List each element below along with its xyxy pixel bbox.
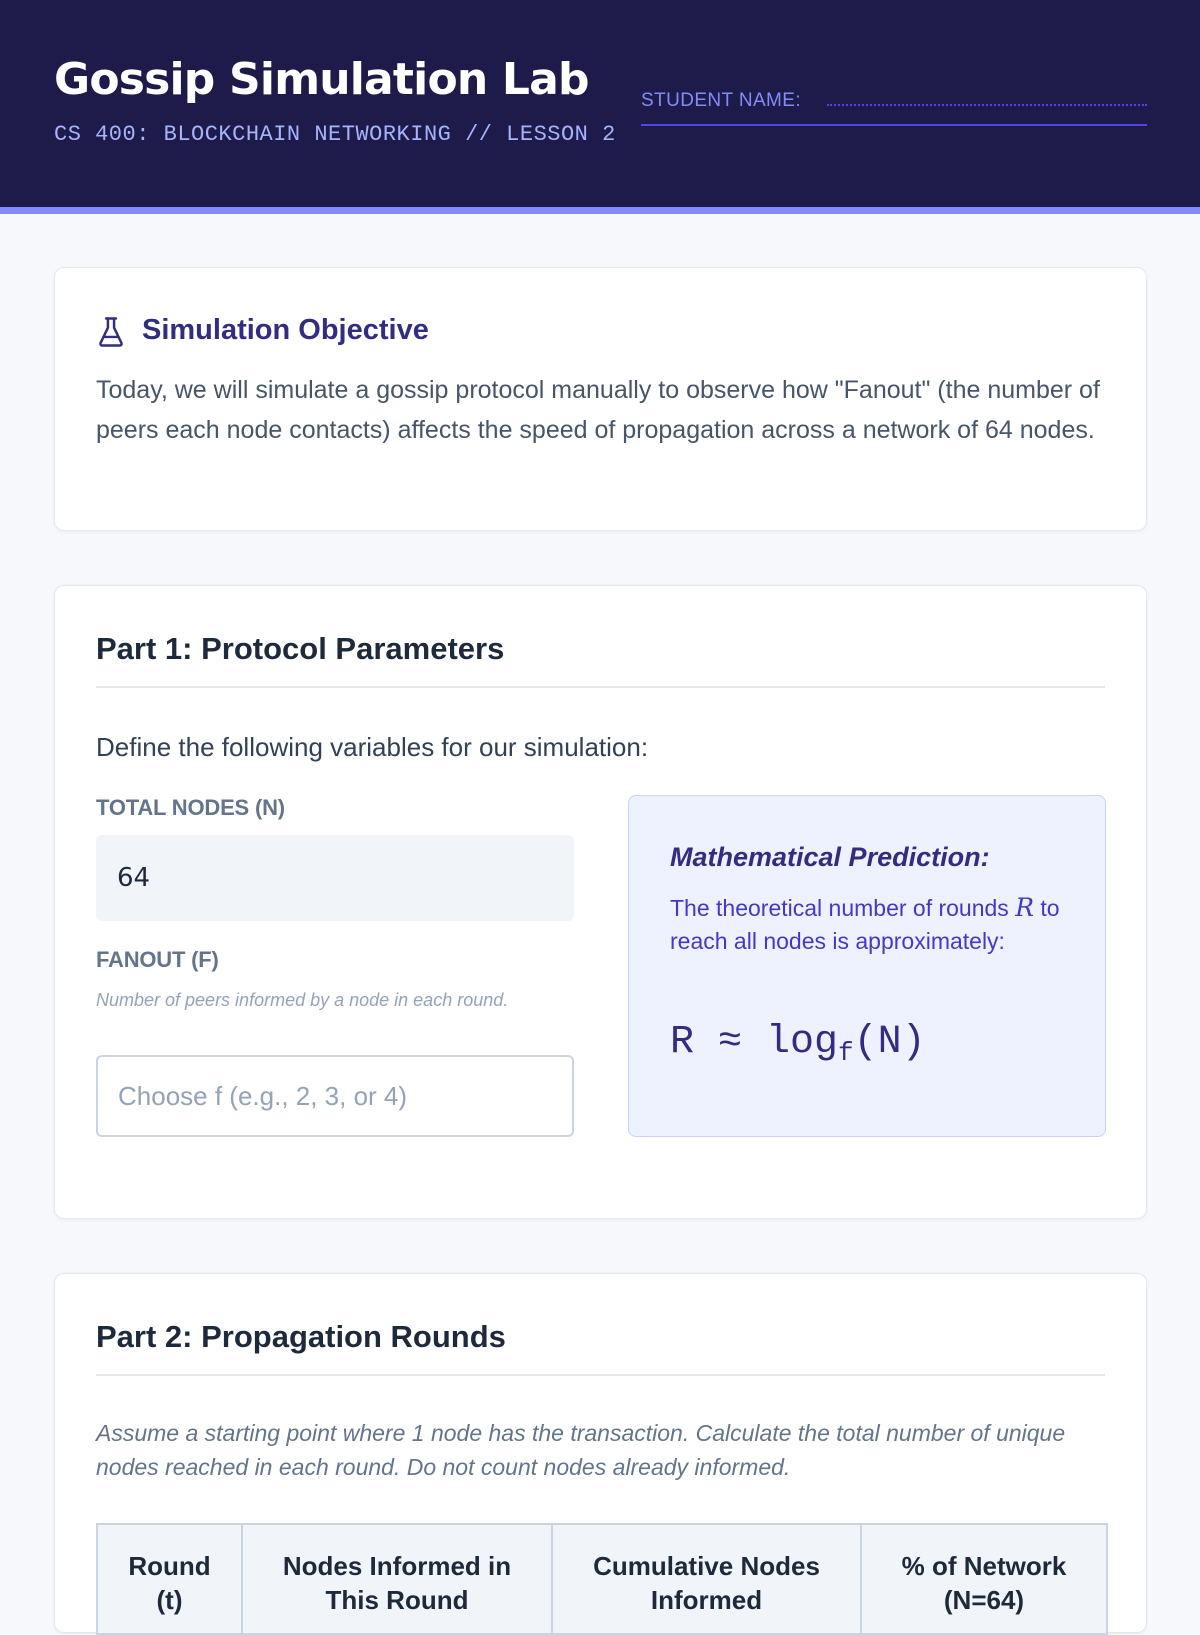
column-header-cumulative: Cumulative Nodes Informed (552, 1524, 861, 1634)
fanout-label: FANOUT (F) (96, 947, 219, 972)
section-divider (96, 686, 1105, 688)
student-name-field[interactable] (641, 86, 1147, 126)
prediction-text (670, 891, 1060, 958)
column-header-round: Round (t) (97, 1524, 242, 1634)
part2-instructions: Assume a starting point where 1 node has the transaction. Calculate the total number of unique nodes reached in each round. Do not count nodes already informed. (96, 1420, 1066, 1480)
part1-card (54, 585, 1147, 1219)
course-subtitle: CS 400: BLOCKCHAIN NETWORKING // LESSON 2 (54, 122, 616, 147)
part1-title: Part 1: Protocol Parameters (96, 631, 505, 666)
section-divider (96, 1374, 1105, 1376)
student-name-label: STUDENT NAME: (641, 90, 802, 111)
fanout-help-text: Number of peers informed by a node in each round. (96, 990, 509, 1010)
formula-subscript: f (838, 1038, 854, 1068)
formula-tail: (N) (853, 1020, 926, 1065)
student-name-blank[interactable] (827, 104, 1147, 106)
column-header-percent: % of Network (N=64) (861, 1524, 1107, 1634)
prediction-text-before: The theoretical number of rounds (670, 895, 1009, 921)
page-title: Gossip Simulation Lab (54, 54, 589, 105)
prediction-formula (670, 1020, 926, 1068)
objective-card (54, 267, 1147, 531)
objective-text: Today, we will simulate a gossip protocol manually to observe how "Fanout" (the number of peers each node contacts) affects the speed of propagation across a network of 64 nodes. (96, 376, 1100, 444)
propagation-table (96, 1523, 1108, 1635)
part2-title: Part 2: Propagation Rounds (96, 1319, 506, 1354)
flask-icon (96, 316, 126, 348)
objective-title: Simulation Objective (142, 314, 429, 346)
table-header-row (97, 1524, 1107, 1634)
total-nodes-field: 64 (96, 835, 574, 921)
part2-card (54, 1273, 1147, 1633)
total-nodes-label: TOTAL NODES (N) (96, 795, 285, 820)
prediction-variable: R (1015, 893, 1035, 922)
prediction-text-after: to reach all nodes is approximately: (670, 895, 1060, 954)
column-header-nodes-this-round: Nodes Informed in This Round (242, 1524, 552, 1634)
formula-main: R ≈ log (670, 1020, 839, 1065)
page-header (0, 0, 1200, 214)
prediction-title: Mathematical Prediction: (670, 842, 990, 872)
prediction-box (628, 795, 1106, 1137)
fanout-input[interactable] (96, 1055, 574, 1137)
part1-intro: Define the following variables for our simulation: (96, 732, 649, 762)
